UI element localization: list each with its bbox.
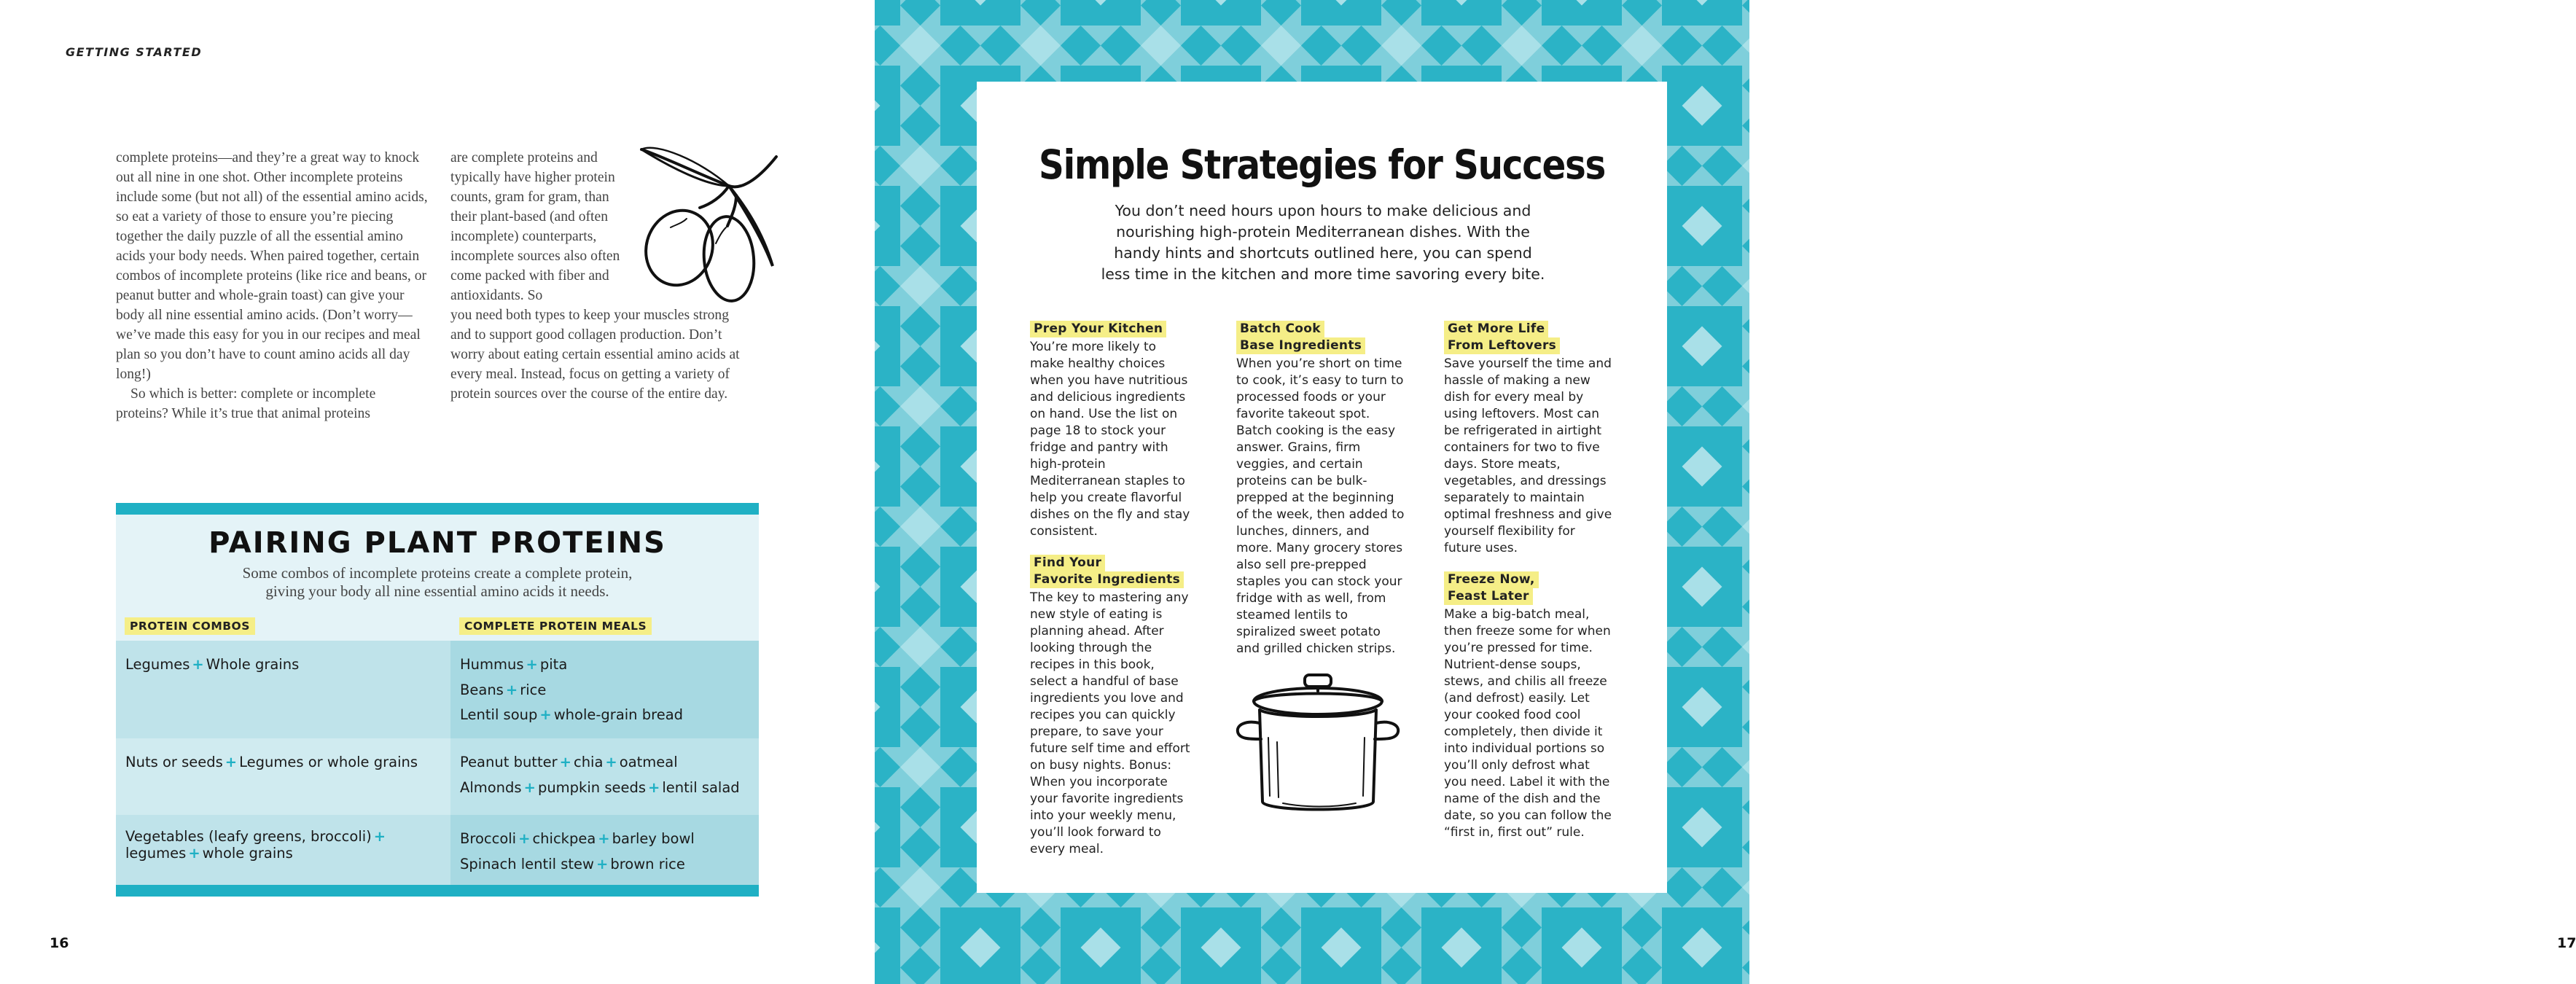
strategies-panel xyxy=(977,82,1667,893)
tip-heading: Batch Cook xyxy=(1236,321,1324,337)
body-paragraph: you need both types to keep your muscles strong and to support good collagen production. Don’t worry about eating certain essential amino acids at every meal. Instead, focus on getting a variety of protein sources over the course of the entire day. xyxy=(450,308,740,402)
page-number: 16 xyxy=(50,935,69,951)
combo-item: whole grains xyxy=(202,845,293,862)
plus-icon: + xyxy=(605,754,617,770)
tip-text: When you’re short on time to cook, it’s easy to turn to processed foods or your favorite takeout spot. Batch cooking is the easy answer. Grains, firm veggies, and certain proteins can be bulk-prepped at the beginning of the week, then added to lunches, dinners, and more. Many grocery stores also sell pre-prepped staples you can stock your fridge with as well, from steamed lentils to spiralized sweet potato and grilled chicken strips. xyxy=(1236,356,1405,656)
meal-item: chickpea xyxy=(532,830,596,847)
table-bottom-border xyxy=(116,885,759,897)
tip-heading: Find Your xyxy=(1030,555,1105,571)
meal-item: pita xyxy=(539,656,568,673)
meals-cell xyxy=(460,827,759,877)
tip-heading: Favorite Ingredients xyxy=(1030,571,1184,588)
page-number: 17 xyxy=(2557,935,2576,951)
combo-item: Nuts or seeds xyxy=(125,754,223,770)
plus-icon: + xyxy=(596,855,609,872)
olive-branch-icon xyxy=(634,146,787,306)
meal-line xyxy=(460,750,759,776)
meal-line xyxy=(460,776,759,801)
meal-item: Hummus xyxy=(460,656,524,673)
subtitle-line: Some combos of incomplete proteins create a complete protein, xyxy=(242,564,633,582)
running-head: GETTING STARTED xyxy=(66,45,203,59)
plus-icon: + xyxy=(598,830,610,847)
meal-line xyxy=(460,827,759,852)
tip-freeze-now xyxy=(1444,571,1615,841)
plus-icon: + xyxy=(225,754,238,770)
meal-line xyxy=(460,703,759,728)
tip-heading: Get More Life xyxy=(1444,321,1548,337)
plus-icon: + xyxy=(188,845,200,862)
tip-batch-cook xyxy=(1236,321,1408,657)
body-paragraph: complete proteins—and they’re a great way to knock out all nine in one shot. Other incomplete proteins include some (but not all) of the essential amino acids, so eat a variety of those to ensure you’re piecing together the daily puzzle of all the essential amino acids your body needs. When paired together, certain combos of incomplete proteins (like rice and beans, or peanut butter and whole-grain toast) can give your body all nine essential amino acids. (Don’t worry—we’ve made this easy for you in our recipes and meal plan so you don’t have to count amino acids all day long!) xyxy=(116,150,428,382)
tip-heading: From Leftovers xyxy=(1444,337,1560,354)
table-subtitle xyxy=(116,564,759,601)
meal-item: Almonds xyxy=(460,778,522,796)
meal-item: lentil salad xyxy=(662,778,740,796)
meal-item: Broccoli xyxy=(460,830,517,847)
plus-icon: + xyxy=(373,828,386,845)
plus-icon: + xyxy=(526,656,538,673)
meal-item: oatmeal xyxy=(619,754,678,770)
tip-text: Make a big-batch meal, then freeze some for when you’re pressed for time. Nutrient-dense soups, stews, and chilis all freeze (and defrost) easily. Let your cooked food cool completely, then divide it into individual portions so you’ll only defrost what you need. Label it with the name of the dish and the date, so you can follow the “first in, first out” rule. xyxy=(1444,607,1612,840)
meal-item: Peanut butter xyxy=(460,754,558,770)
column-header-complete-protein-meals: COMPLETE PROTEIN MEALS xyxy=(459,617,652,635)
meal-line xyxy=(460,678,759,703)
plus-icon: + xyxy=(523,778,536,796)
tip-find-your-favorite-ingredients xyxy=(1030,555,1194,858)
body-column-1 xyxy=(116,148,429,423)
table-title: PAIRING PLANT PROTEINS xyxy=(208,526,666,560)
meal-item: Beans xyxy=(460,681,504,698)
combo-item: Vegetables (leafy greens, broccoli) xyxy=(125,828,372,845)
tip-heading: Prep Your Kitchen xyxy=(1030,321,1166,337)
table-row xyxy=(116,641,759,738)
plus-icon: + xyxy=(192,656,204,673)
meal-item: Lentil soup xyxy=(460,706,538,723)
meal-item: Spinach lentil stew xyxy=(460,855,594,872)
subtitle-line: giving your body all nine essential amino acids it needs. xyxy=(265,582,609,600)
meal-item: pumpkin seeds xyxy=(537,778,647,796)
tip-prep-your-kitchen xyxy=(1030,321,1194,540)
table-top-border xyxy=(116,503,759,515)
combo-cell xyxy=(125,750,446,776)
tip-leftovers xyxy=(1444,321,1615,557)
left-page xyxy=(0,0,875,984)
combo-item: Legumes or whole grains xyxy=(239,754,418,770)
plus-icon: + xyxy=(559,754,571,770)
combo-item: Whole grains xyxy=(206,656,300,673)
tip-text: The key to mastering any new style of eating is planning ahead. After looking through the recipes in this book, select a handful of base ingredients you love and recipes you can quickly prepare, to save your future self time and effort on busy nights. Bonus: When you incorporate your favorite ingredients into your weekly menu, you’ll look forward to every meal. xyxy=(1030,590,1190,856)
meal-item: chia xyxy=(573,754,604,770)
page-title: Simple Strategies for Success xyxy=(1039,141,1605,188)
meal-item: whole-grain bread xyxy=(553,706,684,723)
stock-pot-icon xyxy=(1232,672,1407,818)
tip-text: You’re more likely to make healthy choices when you have nutritious and delicious ingredients on hand. Use the list on page 18 to stock your fridge and pantry with high-protein Mediterranean staples to help you create flavorful dishes on the fly and stay consistent. xyxy=(1030,340,1190,539)
table-row xyxy=(116,815,759,885)
meals-cell xyxy=(460,750,759,800)
intro-text: You don’t need hours upon hours to make delicious and nourishing high-protein Mediterranean dishes. With the handy hints and shortcuts outlined here, you can spend less time in the kitchen and more time savoring every bite. xyxy=(1101,202,1545,283)
plus-icon: + xyxy=(648,778,660,796)
plus-icon: + xyxy=(505,681,518,698)
meal-item: rice xyxy=(520,681,547,698)
tip-heading: Freeze Now, xyxy=(1444,571,1539,588)
plus-icon: + xyxy=(518,830,531,847)
combo-cell xyxy=(125,652,446,678)
column-header-protein-combos: PROTEIN COMBOS xyxy=(125,617,255,635)
meal-item: brown rice xyxy=(610,855,685,872)
meals-cell xyxy=(460,652,759,728)
combo-cell xyxy=(125,828,446,862)
body-paragraph: So which is better: complete or incomplete proteins? While it’s true that animal proteins xyxy=(116,386,376,421)
tip-text: Save yourself the time and hassle of making a new dish for every meal by using leftovers. Most can be refrigerated in airtight containers for two to five days. Store meats, vegetables, and dressings separately to maintain optimal freshness and give yourself flexibility for future uses. xyxy=(1444,356,1612,555)
pairing-plant-proteins-table xyxy=(116,503,759,897)
tip-heading: Feast Later xyxy=(1444,588,1533,605)
right-page xyxy=(875,0,2576,984)
plus-icon: + xyxy=(539,706,552,723)
combo-item: Legumes xyxy=(125,656,190,673)
meal-item: barley bowl xyxy=(612,830,695,847)
body-paragraph: are complete proteins and typically have higher protein counts, gram for gram, than their plant-based (and often incomplete) counterparts, incomplete sources also often come packed with fiber and antioxidants. So xyxy=(450,150,620,303)
meal-line xyxy=(460,852,759,878)
tips-column-1 xyxy=(1030,321,1194,872)
meal-line xyxy=(460,652,759,678)
tips-column-3 xyxy=(1444,321,1615,856)
tip-heading: Base Ingredients xyxy=(1236,337,1365,354)
table-row xyxy=(116,738,759,815)
combo-item: legumes xyxy=(125,845,187,862)
tips-column-2 xyxy=(1236,321,1408,672)
